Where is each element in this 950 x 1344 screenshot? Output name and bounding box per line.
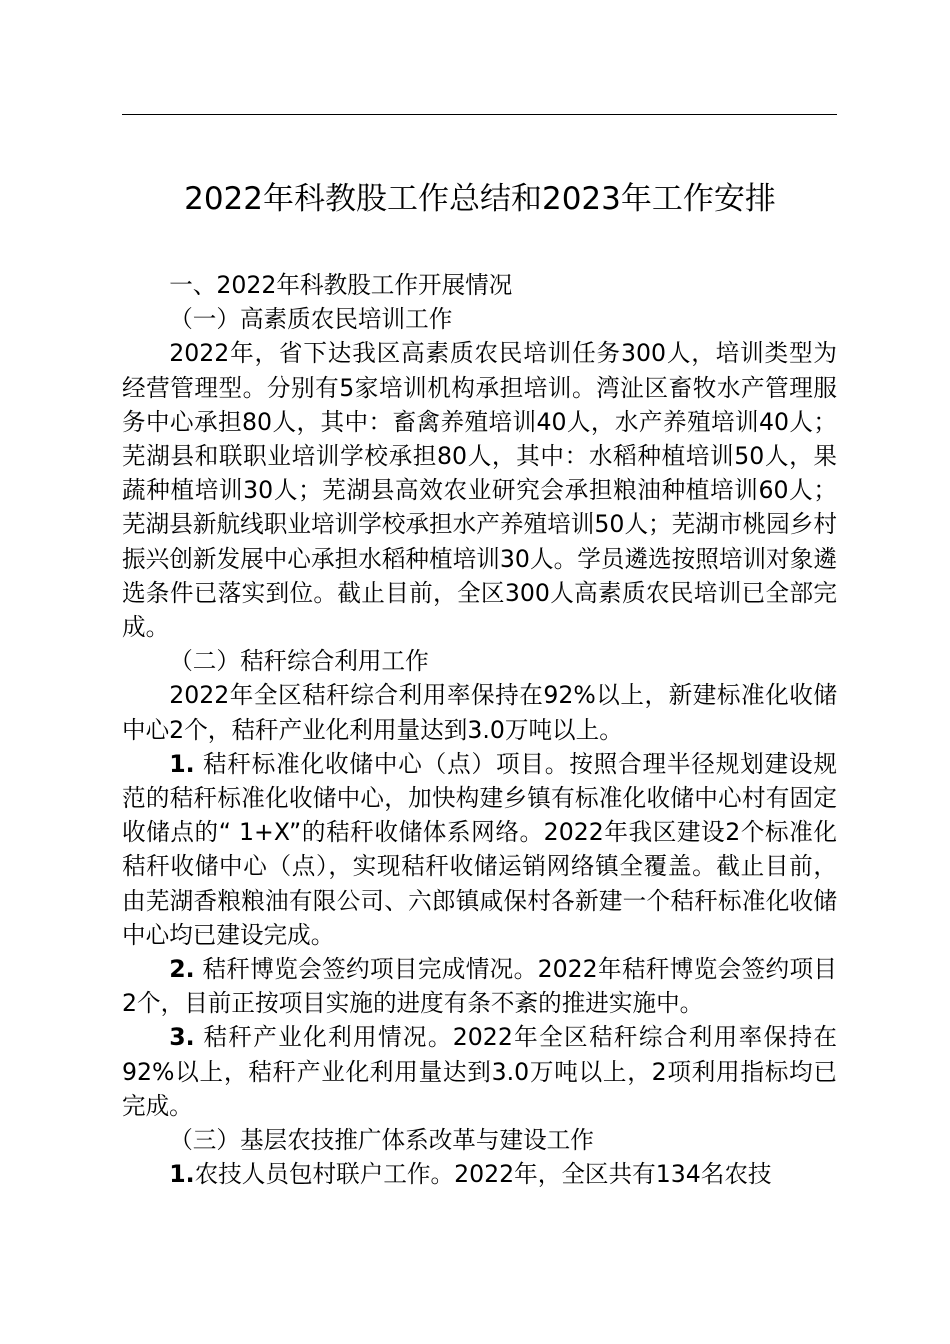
list-item-text: 秸秆博览会签约项目完成情况。2022年秸秆博览会签约项目2个，目前正按项目实施的进度有条不紊的推进实施中。 <box>122 955 837 1018</box>
list-item-text: 秸秆产业化利用情况。2022年全区秸秆综合利用率保持在92%以上，秸秆产业化利用量达到3.0万吨以上，2项利用指标均已完成。 <box>122 1023 837 1120</box>
list-item-number: 1. <box>169 749 195 778</box>
paragraph-training: 2022年，省下达我区高素质农民培训任务300人，培训类型为经营管理型。分别有5家培训机构承担培训。湾沚区畜牧水产管理服务中心承担80人，其中：畜禽养殖培训40人，水产养殖培训40人；芜湖县和联职业培训学校承担80人，其中：水稻种植培训50人，果蔬种植培训30人；芜湖县高效农业研究会承担粮油种植培训60人；芜湖县新航线职业培训学校承担水产养殖培训50人；芜湖市桃园乡村振兴创新发展中心承担水稻种植培训30人。学员遴选按照培训对象遴选条件已落实到位。截止目前，全区300人高素质农民培训已全部完成。 <box>122 339 837 642</box>
subsection-heading-extension: （三）基层农技推广体系改革与建设工作 <box>169 1126 594 1155</box>
list-item-industrial-use <box>122 1020 837 1123</box>
list-item-number: 3. <box>169 1023 195 1052</box>
list-item-straw-storage <box>122 747 837 952</box>
subsection-heading-training: （一）高素质农民培训工作 <box>169 305 453 334</box>
list-item-text: 秸秆标准化收储中心（点）项目。按照合理半径规划建设规范的秸秆标准化收储中心，加快构建乡镇有标准化收储中心村有固定收储点的“ 1+X”的秸秆收储体系网络。2022年我区建设2个标准化秸秆收储中心（点），实现秸秆收储运销网络镇全覆盖。截止目前，由芜湖香粮粮油有限公司、六郎镇咸保村各新建一个秸秆标准化收储中心均已建设完成。 <box>122 749 837 949</box>
list-item-number: 1. <box>169 1160 195 1189</box>
list-item-village-contact <box>122 1157 837 1191</box>
list-item-number: 2. <box>169 955 195 984</box>
paragraph-straw: 2022年全区秸秆综合利用率保持在92%以上，新建标准化收储中心2个，秸秆产业化利用量达到3.0万吨以上。 <box>122 681 837 744</box>
list-item-text: 农技人员包村联户工作。2022年，全区共有134名农技 <box>194 1160 772 1189</box>
document-body <box>122 268 837 1191</box>
list-item-expo-projects <box>122 952 837 1020</box>
section-heading: 一、2022年科教股工作开展情况 <box>169 271 513 299</box>
document-title: 2022年科教股工作总结和2023年工作安排 <box>184 181 776 217</box>
subsection-heading-straw: （二）秸秆综合利用工作 <box>169 647 429 676</box>
header-rule <box>122 114 837 115</box>
